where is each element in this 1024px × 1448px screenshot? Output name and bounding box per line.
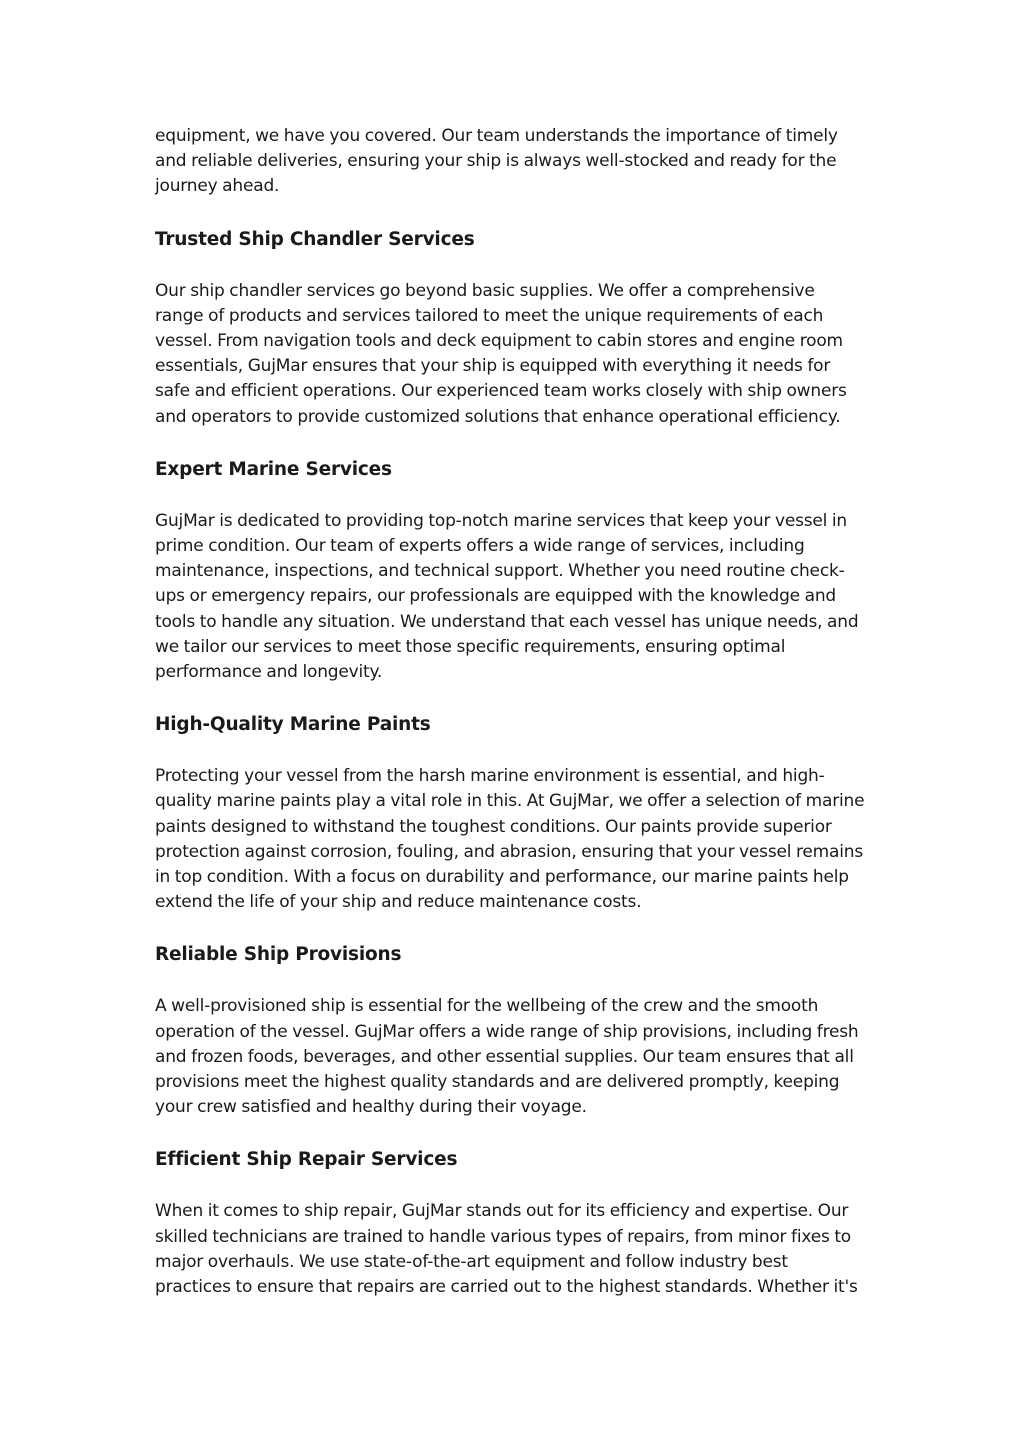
paragraph-line: in top condition. With a focus on durability and performance, our marine paints help: [155, 867, 849, 888]
paragraph-line: and operators to provide customized solutions that enhance operational efficiency.: [155, 406, 841, 427]
paragraph-line: we tailor our services to meet those specific requirements, ensuring optimal: [155, 636, 786, 657]
section-paragraph-marine-paints: [155, 764, 871, 915]
paragraph-line: performance and longevity.: [155, 662, 383, 683]
paragraph-line: Our ship chandler services go beyond basic supplies. We offer a comprehensive: [155, 280, 815, 301]
section-heading-ship-chandler: Trusted Ship Chandler Services: [155, 228, 475, 250]
paragraph-line: ups or emergency repairs, our professionals are equipped with the knowledge and: [155, 586, 837, 607]
paragraph-line: skilled technicians are trained to handle various types of repairs, from minor fixes to: [155, 1226, 851, 1247]
paragraph-line: paints designed to withstand the toughest conditions. Our paints provide superior: [155, 816, 832, 837]
paragraph-line: safe and efficient operations. Our experienced team works closely with ship owners: [155, 381, 847, 402]
paragraph-line: Protecting your vessel from the harsh marine environment is essential, and high-: [155, 766, 825, 787]
paragraph-line: practices to ensure that repairs are carried out to the highest standards. Whether it's: [155, 1277, 858, 1298]
document-page: [155, 124, 871, 1300]
paragraph-line: provisions meet the highest quality standards and are delivered promptly, keeping: [155, 1072, 840, 1093]
paragraph-line: essentials, GujMar ensures that your ship is equipped with everything it needs for: [155, 356, 831, 377]
section-paragraph-marine-services: [155, 509, 871, 685]
section-paragraph-ship-repair: [155, 1199, 871, 1300]
paragraph-line: vessel. From navigation tools and deck equipment to cabin stores and engine room: [155, 331, 843, 352]
paragraph-line: A well-provisioned ship is essential for the wellbeing of the crew and the smooth: [155, 996, 819, 1017]
paragraph-line: your crew satisfied and healthy during their voyage.: [155, 1097, 587, 1118]
section-paragraph-ship-chandler: [155, 279, 871, 430]
paragraph-line: prime condition. Our team of experts offers a wide range of services, including: [155, 536, 805, 557]
paragraph-line: and frozen foods, beverages, and other essential supplies. Our team ensures that all: [155, 1046, 854, 1067]
paragraph-line: equipment, we have you covered. Our team understands the importance of timely: [155, 126, 838, 146]
paragraph-line: major overhauls. We use state-of-the-art equipment and follow industry best: [155, 1251, 788, 1272]
paragraph-line: operation of the vessel. GujMar offers a wide range of ship provisions, including fresh: [155, 1021, 859, 1042]
paragraph-line: tools to handle any situation. We understand that each vessel has unique needs, and: [155, 611, 859, 632]
section-heading-marine-services: Expert Marine Services: [155, 458, 392, 480]
intro-paragraph: [155, 124, 871, 200]
section-heading-ship-repair: Efficient Ship Repair Services: [155, 1149, 458, 1171]
paragraph-line: quality marine paints play a vital role in this. At GujMar, we offer a selection of marine: [155, 791, 865, 812]
paragraph-line: extend the life of your ship and reduce maintenance costs.: [155, 892, 642, 913]
paragraph-line: and reliable deliveries, ensuring your ship is always well-stocked and ready for the: [155, 151, 837, 172]
paragraph-line: protection against corrosion, fouling, and abrasion, ensuring that your vessel remains: [155, 841, 863, 862]
paragraph-line: range of products and services tailored to meet the unique requirements of each: [155, 305, 824, 326]
paragraph-line: maintenance, inspections, and technical support. Whether you need routine check-: [155, 561, 845, 582]
paragraph-line: GujMar is dedicated to providing top-notch marine services that keep your vessel in: [155, 510, 847, 531]
section-heading-ship-provisions: Reliable Ship Provisions: [155, 944, 402, 966]
paragraph-line: journey ahead.: [155, 176, 280, 197]
section-heading-marine-paints: High-Quality Marine Paints: [155, 714, 431, 736]
paragraph-line: When it comes to ship repair, GujMar stands out for its efficiency and expertise. Our: [155, 1201, 849, 1222]
section-paragraph-ship-provisions: [155, 994, 871, 1120]
